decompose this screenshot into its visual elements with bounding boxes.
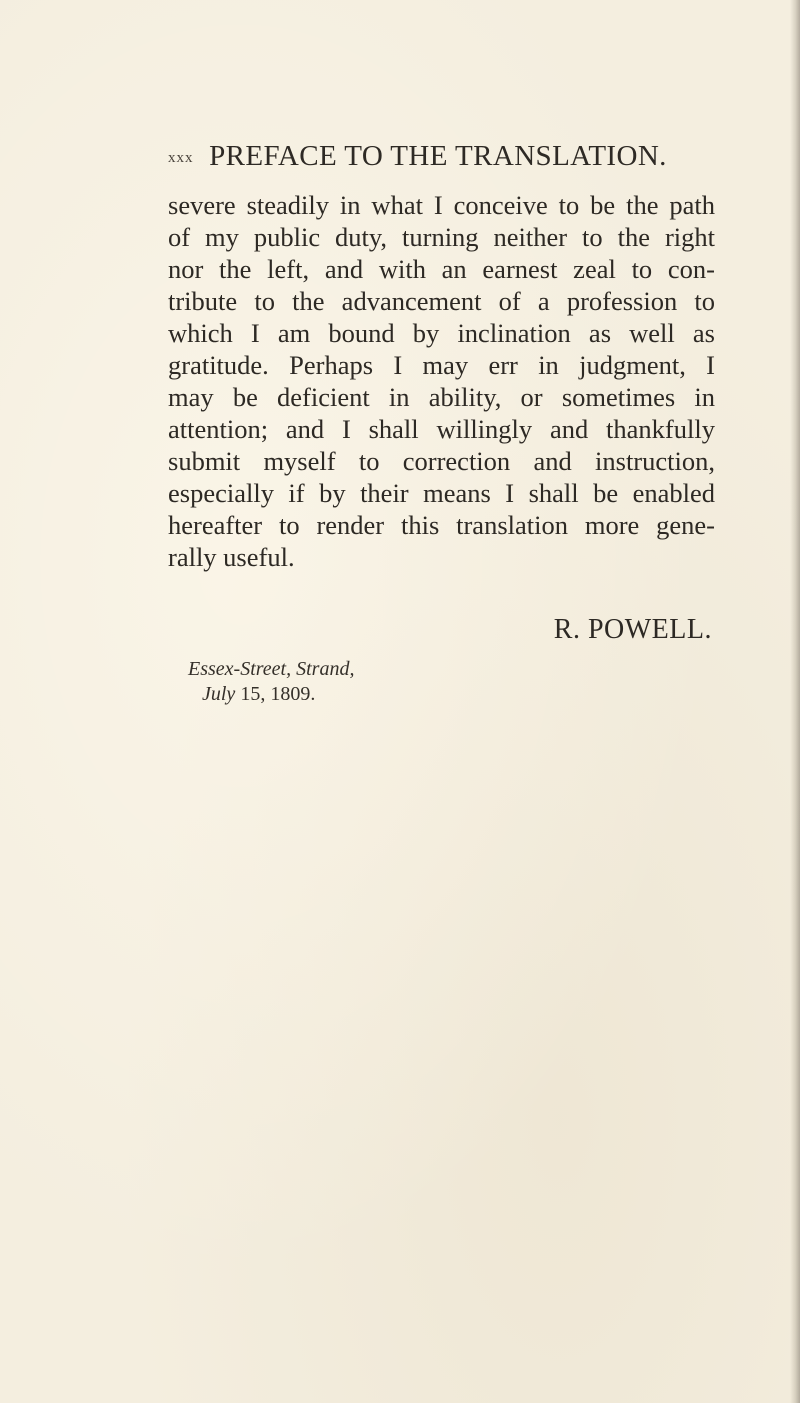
date-day-year: 15, 1809. xyxy=(240,683,316,705)
running-head xyxy=(168,140,667,173)
text-line: attention; and I shall willingly and thankfully xyxy=(168,414,715,444)
text-line: may be deficient in ability, or sometimes in xyxy=(168,382,715,412)
text-line: especially if by their means I shall be enabled xyxy=(168,478,715,508)
date-line xyxy=(202,683,315,706)
text-line: hereafter to render this translation more gene- xyxy=(168,510,715,540)
date-month: July xyxy=(202,683,236,705)
running-head-title: PREFACE TO THE TRANSLATION. xyxy=(209,140,667,172)
text-line: which I am bound by inclination as well as xyxy=(168,318,715,348)
page-edge-shadow xyxy=(790,0,800,1403)
signature: R. POWELL. xyxy=(553,614,712,645)
text-line: severe steadily in what I conceive to be the path xyxy=(168,190,715,220)
text-line: submit myself to correction and instruction, xyxy=(168,446,715,476)
text-line: nor the left, and with an earnest zeal to con- xyxy=(168,254,715,284)
text-line-last: rally useful. xyxy=(168,542,295,572)
text-line: gratitude. Perhaps I may err in judgment, I xyxy=(168,350,715,380)
text-line: tribute to the advancement of a profession to xyxy=(168,286,715,316)
page-number: xxx xyxy=(168,150,194,166)
text-line: of my public duty, turning neither to the right xyxy=(168,222,715,252)
place-line: Essex-Street, Strand, xyxy=(188,658,355,680)
